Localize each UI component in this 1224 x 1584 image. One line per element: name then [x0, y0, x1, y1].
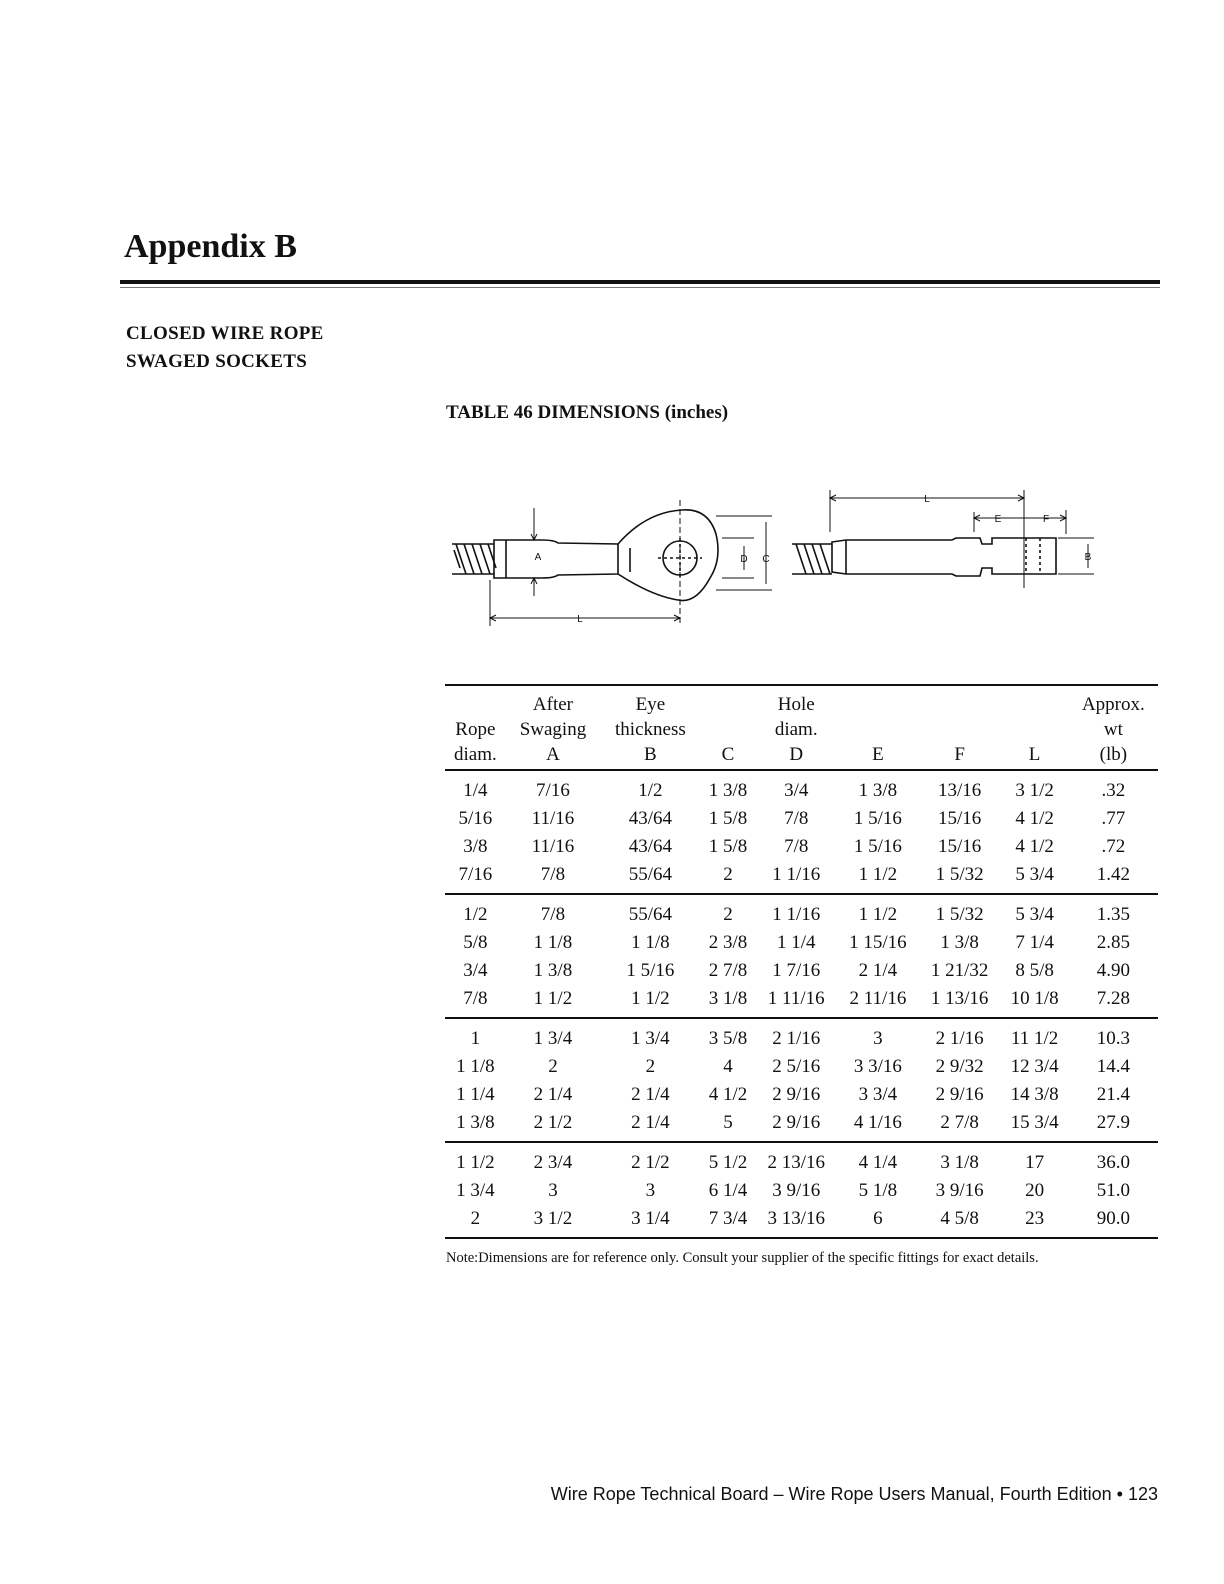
table-header-cell: diam. [774, 719, 818, 740]
table-header-cell [837, 685, 919, 717]
table-cell: 5 3/4 [1015, 904, 1054, 925]
table-cell: 2 7/8 [919, 1109, 1001, 1142]
table-cell: 1/4 [463, 780, 488, 801]
table-cell: 90.0 [1096, 1208, 1130, 1229]
table-header-cell: L [1001, 742, 1069, 770]
table-row-group [445, 894, 1158, 1018]
table-cell: 1 5/16 [853, 836, 902, 857]
table-cell: 3 9/16 [772, 1180, 821, 1201]
table-header-cell: D [755, 742, 837, 770]
table-cell: 2 [470, 1208, 481, 1229]
table-cell: 3 5/8 [708, 1028, 748, 1049]
table-row [445, 770, 1158, 805]
table-cell: 3 3/16 [853, 1056, 902, 1077]
table-cell: 1 1/8 [631, 932, 670, 953]
table-row [445, 1081, 1158, 1109]
table-cell: 3 1/8 [940, 1152, 979, 1173]
table-header-cell: After [532, 694, 573, 715]
table-cell: 20 [1025, 1180, 1045, 1201]
table-cell: 4 1/4 [858, 1152, 898, 1173]
table-cell: 55/64 [628, 904, 673, 925]
table-cell: 4 1/2 [1015, 836, 1054, 857]
table-cell: 6 1/4 [708, 1180, 748, 1201]
table-cell: 1 3/4 [533, 1028, 573, 1049]
table-cell: 10.3 [1096, 1028, 1130, 1049]
table-cell: 5 1/8 [858, 1180, 898, 1201]
table-cell: 7/16 [445, 861, 506, 894]
table-header-cell [701, 717, 756, 742]
table-cell: 2 1/16 [772, 1028, 821, 1049]
table-cell: 7/8 [506, 861, 600, 894]
table-cell: 5 [701, 1109, 756, 1142]
table-row-group [445, 770, 1158, 894]
table-cell: 3 1/4 [631, 1208, 670, 1229]
table-cell: 2 9/32 [935, 1056, 984, 1077]
table-cell: 1 5/32 [919, 861, 1001, 894]
table-cell: 2 5/16 [772, 1056, 821, 1077]
table-cell: 3 9/16 [935, 1180, 984, 1201]
table-cell: 2.85 [1096, 932, 1130, 953]
table-cell: 1 5/8 [708, 808, 748, 829]
table-cell: 1 3/8 [445, 1109, 506, 1142]
table-cell: 2 9/16 [755, 1109, 837, 1142]
table-cell: 13/16 [938, 780, 982, 801]
table-cell: 2 1/4 [631, 1084, 670, 1105]
table-cell: 36.0 [1096, 1152, 1130, 1173]
table-cell: 4 5/8 [940, 1208, 979, 1229]
table-row-group [445, 1142, 1158, 1238]
table-header-cell: Hole [777, 694, 815, 715]
table-cell: 5/8 [463, 932, 488, 953]
table-header-cell: A [506, 742, 600, 770]
table-cell: 3/8 [463, 836, 488, 857]
dimensions-table [445, 684, 1158, 1239]
table-cell: 11/16 [531, 808, 575, 829]
table-row-group [445, 1018, 1158, 1142]
table-cell: 5 3/4 [1001, 861, 1069, 894]
table-cell: 4 [723, 1056, 733, 1077]
table-cell: 2 [701, 861, 756, 894]
table-cell: 17 [1025, 1152, 1045, 1173]
table-cell: 2 3/8 [708, 932, 748, 953]
table-cell: 14.4 [1096, 1056, 1130, 1077]
table-cell: 2 1/4 [600, 1109, 700, 1142]
table-cell: 2 13/16 [767, 1152, 825, 1173]
table-cell: 2 9/16 [772, 1084, 821, 1105]
wire-rope-strands-left [452, 544, 496, 574]
table-header-row [445, 717, 1158, 742]
table-header-cell: (lb) [1069, 742, 1158, 770]
table-row [445, 1018, 1158, 1053]
table-cell: 3 3/4 [858, 1084, 898, 1105]
table-cell: 1 5/32 [935, 904, 984, 925]
diagram-label-e: E [994, 514, 1002, 525]
table-header-cell: Eye [635, 694, 666, 715]
table-cell: 2 1/4 [533, 1084, 573, 1105]
wire-rope-strands-right [792, 544, 832, 574]
table-cell: 7/8 [445, 985, 506, 1018]
table-cell: 2 9/16 [935, 1084, 984, 1105]
table-cell: 3 [645, 1180, 656, 1201]
table-cell: 3 [548, 1180, 558, 1201]
table-cell: 2 3/4 [533, 1152, 573, 1173]
title-rule-thin [120, 287, 1160, 288]
table-cell: 2 11/16 [837, 985, 919, 1018]
table-cell: 15/16 [938, 808, 982, 829]
table-header-cell [919, 717, 1001, 742]
socket-eye-outline [618, 510, 718, 601]
table-cell: 2 [645, 1056, 656, 1077]
table-cell: 6 [873, 1208, 883, 1229]
table-header-cell: E [837, 742, 919, 770]
table-cell: 1 7/16 [772, 960, 821, 981]
table-cell: 4 1/2 [708, 1084, 748, 1105]
table-cell: 4 1/2 [1015, 808, 1054, 829]
table-cell: 7 1/4 [1015, 932, 1054, 953]
diagram-label-l-right: L [924, 494, 930, 505]
table-cell: 2 [723, 904, 733, 925]
table-cell: 1 3/4 [456, 1180, 495, 1201]
table-cell: 8 5/8 [1015, 960, 1054, 981]
table-row [445, 1142, 1158, 1177]
table-note: Note:Dimensions are for reference only. Consult your supplier of the specific fittings for exact details. [446, 1250, 1039, 1266]
table-header-cell [445, 685, 506, 717]
table-header-row [445, 742, 1158, 770]
socket-diagram [446, 488, 1106, 638]
table-cell: 1 [470, 1028, 481, 1049]
table-cell: 2 1/16 [935, 1028, 984, 1049]
table-cell: 1 1/4 [776, 932, 816, 953]
table-cell: 1 1/16 [772, 904, 821, 925]
table-header-cell: Swaging [519, 719, 587, 740]
table-row [445, 1177, 1158, 1205]
appendix-title: Appendix B [124, 228, 297, 265]
table-cell: 7 3/4 [708, 1208, 748, 1229]
diagram-label-b: B [1084, 552, 1092, 563]
table-header-cell: diam. [445, 742, 506, 770]
table-cell: 7/16 [536, 780, 570, 801]
table-cell: 1 21/32 [930, 960, 989, 981]
table-cell: 2 1/2 [506, 1109, 600, 1142]
table-cell: 3 [873, 1028, 883, 1049]
table-cell: 3 1/2 [533, 1208, 573, 1229]
table-header-cell [919, 685, 1001, 717]
table-row [445, 1053, 1158, 1081]
table-cell: 1 3/4 [631, 1028, 670, 1049]
table-cell: 1 5/16 [853, 808, 902, 829]
table-cell: 3 1/8 [701, 985, 756, 1018]
table-cell: 1 1/4 [456, 1084, 495, 1105]
table-cell: 3/4 [784, 780, 809, 801]
table-cell: .32 [1101, 780, 1126, 801]
table-cell: 4 1/16 [837, 1109, 919, 1142]
table-cell: 11/16 [531, 836, 575, 857]
diagram-label-d: D [740, 554, 748, 565]
table-cell: 5/16 [458, 808, 493, 829]
diagram-label-a: A [534, 552, 542, 563]
table-header-cell: C [701, 742, 756, 770]
table-caption: TABLE 46 DIMENSIONS (inches) [446, 402, 729, 423]
table-cell: 15 3/4 [1001, 1109, 1069, 1142]
title-rule [120, 280, 1160, 284]
table-cell: 10 1/8 [1001, 985, 1069, 1018]
table-cell: 1/2 [463, 904, 488, 925]
diagram-label-l-left: L [577, 614, 583, 625]
table-cell: 1.42 [1069, 861, 1158, 894]
table-row [445, 833, 1158, 861]
section-heading [126, 320, 324, 376]
table-cell: 1 3/8 [533, 960, 573, 981]
table-cell: 1 1/16 [755, 861, 837, 894]
table-cell: 27.9 [1069, 1109, 1158, 1142]
table-header-cell: B [600, 742, 700, 770]
table-cell: .77 [1101, 808, 1126, 829]
table-row [445, 1109, 1158, 1142]
table-cell: 14 3/8 [1010, 1084, 1059, 1105]
table-header-cell: Rope [455, 719, 496, 740]
table-cell: 23 [1025, 1208, 1045, 1229]
table-cell: 1 1/2 [837, 861, 919, 894]
table-cell: 51.0 [1096, 1180, 1130, 1201]
table-cell: 2 1/2 [631, 1152, 670, 1173]
table-cell: 15/16 [938, 836, 982, 857]
table-header-cell [1001, 717, 1069, 742]
table-cell: 1 5/8 [708, 836, 748, 857]
table-header-cell [1001, 685, 1069, 717]
table-cell: 1/2 [638, 780, 663, 801]
table-cell: 2 1/4 [858, 960, 898, 981]
table-cell: 12 3/4 [1010, 1056, 1059, 1077]
table-header-cell: Approx. [1081, 694, 1145, 715]
table-cell: 21.4 [1096, 1084, 1130, 1105]
table-row [445, 957, 1158, 985]
table-cell: 4.90 [1096, 960, 1130, 981]
table-cell: 11 1/2 [1010, 1028, 1059, 1049]
table-row [445, 861, 1158, 894]
table-cell: 1 5/16 [626, 960, 675, 981]
table-row [445, 894, 1158, 929]
table-cell: 2 [548, 1056, 558, 1077]
table-cell: 7/8 [784, 808, 809, 829]
table-cell: 7.28 [1069, 985, 1158, 1018]
table-header-cell [837, 717, 919, 742]
table-row [445, 929, 1158, 957]
table-row [445, 805, 1158, 833]
page-footer: Wire Rope Technical Board – Wire Rope Users Manual, Fourth Edition • 123 [550, 1484, 1158, 1504]
table-cell: 3/4 [463, 960, 488, 981]
socket-shank-left [494, 540, 618, 578]
diagram-label-c: C [762, 554, 770, 565]
table-cell: 1 1/2 [858, 904, 898, 925]
table-cell: .72 [1101, 836, 1126, 857]
table-cell: 1 1/8 [533, 932, 573, 953]
table-cell: 1.35 [1096, 904, 1130, 925]
table-cell: 1 11/16 [755, 985, 837, 1018]
table-cell: 1 15/16 [849, 932, 907, 953]
socket-shank-right [832, 538, 1056, 576]
table-cell: 5 1/2 [708, 1152, 748, 1173]
table-cell: 1 3/8 [940, 932, 979, 953]
table-cell: 2 7/8 [708, 960, 748, 981]
table-cell: 55/64 [600, 861, 700, 894]
table-cell: 1 1/2 [600, 985, 700, 1018]
table-header-cell: thickness [615, 719, 686, 740]
table-cell: 7/8 [540, 904, 566, 925]
table-row [445, 985, 1158, 1018]
section-heading-line1: CLOSED WIRE ROPE [126, 323, 324, 344]
section-heading-line2: SWAGED SOCKETS [126, 351, 308, 372]
table-cell: 43/64 [628, 808, 673, 829]
table-cell: 1 13/16 [919, 985, 1001, 1018]
table-header-cell: F [919, 742, 1001, 770]
table-cell: 1 1/8 [456, 1056, 495, 1077]
table-cell: 43/64 [628, 836, 673, 857]
table-cell: 3 13/16 [767, 1208, 825, 1229]
table-cell: 3 1/2 [1015, 780, 1054, 801]
table-header-cell [701, 685, 756, 717]
table-header-cell: wt [1103, 719, 1123, 740]
table-cell: 1 3/8 [708, 780, 748, 801]
table-row [445, 1205, 1158, 1238]
table-header-row [445, 685, 1158, 717]
table-cell: 1 1/2 [456, 1152, 495, 1173]
table-cell: 7/8 [784, 836, 809, 857]
diagram-label-f: F [1042, 514, 1050, 525]
table-cell: 1 1/2 [506, 985, 600, 1018]
table-cell: 1 3/8 [858, 780, 898, 801]
